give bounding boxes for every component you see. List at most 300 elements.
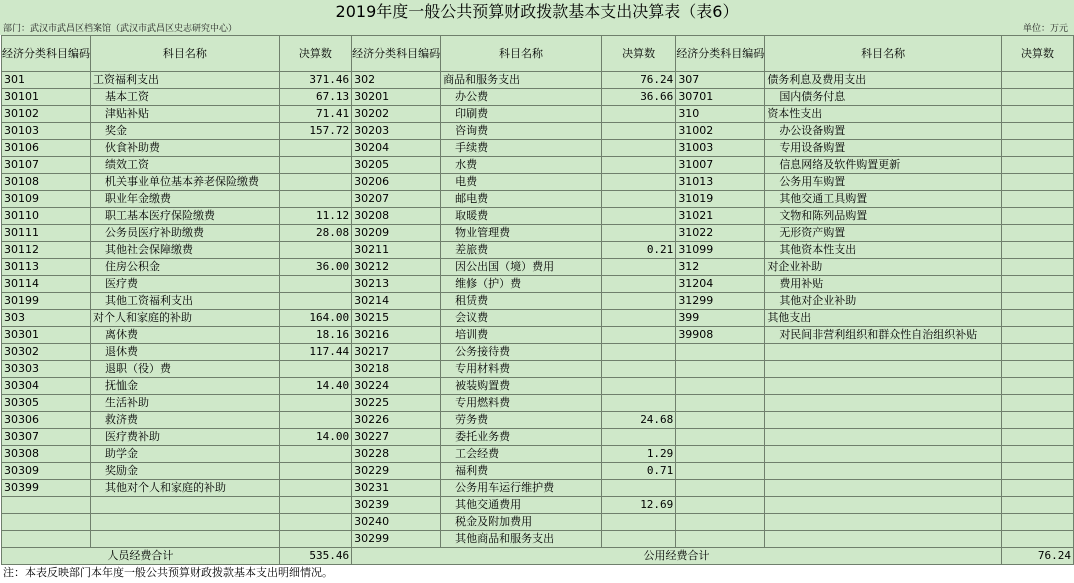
header-amount-2: 决算数 [601,36,675,72]
amount-cell [279,480,351,497]
personnel-total-label: 人员经费合计 [2,548,280,565]
code-cell: 399 [676,310,765,327]
item-name-cell: 抚恤金 [91,378,280,395]
amount-cell: 1.29 [601,446,675,463]
amount-cell [279,446,351,463]
amount-cell [601,378,675,395]
department-label: 部门：武汉市武昌区档案馆（武汉市武昌区史志研究中心） [0,23,803,35]
item-name-cell: 邮电费 [441,191,602,208]
item-name-cell: 助学金 [91,446,280,463]
amount-cell: 14.00 [279,429,351,446]
item-name-cell [765,429,1002,446]
code-cell: 31021 [676,208,765,225]
item-name-cell: 劳务费 [441,412,602,429]
item-name-cell: 委托业务费 [441,429,602,446]
header-name-3: 科目名称 [765,36,1002,72]
amount-cell [1001,412,1073,429]
item-name-cell: 文物和陈列品购置 [765,208,1002,225]
item-name-cell: 医疗费补助 [91,429,280,446]
item-name-cell: 无形资产购置 [765,225,1002,242]
code-cell: 30301 [2,327,91,344]
item-name-cell: 信息网络及软件购置更新 [765,157,1002,174]
table-row [2,259,1074,276]
code-cell: 30224 [352,378,441,395]
item-name-cell: 基本工资 [91,89,280,106]
item-name-cell: 医疗费 [91,276,280,293]
amount-cell [1001,242,1073,259]
code-cell: 301 [2,72,91,89]
code-cell: 30102 [2,106,91,123]
amount-cell [279,293,351,310]
code-cell [676,344,765,361]
amount-cell [1001,293,1073,310]
code-cell: 30216 [352,327,441,344]
table-row [2,157,1074,174]
item-name-cell [765,463,1002,480]
code-cell: 31019 [676,191,765,208]
item-name-cell: 债务利息及费用支出 [765,72,1002,89]
code-cell: 30114 [2,276,91,293]
item-name-cell: 公务接待费 [441,344,602,361]
amount-cell [1001,225,1073,242]
item-name-cell: 取暖费 [441,208,602,225]
item-name-cell: 福利费 [441,463,602,480]
item-name-cell: 维修（护）费 [441,276,602,293]
code-cell: 30399 [2,480,91,497]
amount-cell [279,174,351,191]
item-name-cell: 对民间非营利组织和群众性自治组织补贴 [765,327,1002,344]
table-row [2,208,1074,225]
table-row [2,191,1074,208]
amount-cell [601,208,675,225]
table-row [2,174,1074,191]
code-cell [676,361,765,378]
amount-cell [279,531,351,548]
table-row [2,225,1074,242]
code-cell: 31003 [676,140,765,157]
code-cell: 30217 [352,344,441,361]
item-name-cell [765,395,1002,412]
amount-cell: 164.00 [279,310,351,327]
header-row [2,36,1074,72]
amount-cell: 11.12 [279,208,351,225]
table-row [2,480,1074,497]
item-name-cell: 职工基本医疗保险缴费 [91,208,280,225]
item-name-cell: 其他资本性支出 [765,242,1002,259]
code-cell: 30306 [2,412,91,429]
code-cell: 30308 [2,446,91,463]
code-cell: 30199 [2,293,91,310]
amount-cell [601,123,675,140]
code-cell: 30299 [352,531,441,548]
item-name-cell: 差旅费 [441,242,602,259]
amount-cell [601,395,675,412]
code-cell: 39908 [676,327,765,344]
code-cell: 31299 [676,293,765,310]
amount-cell [1001,208,1073,225]
code-cell: 30103 [2,123,91,140]
header-name-1: 科目名称 [91,36,280,72]
code-cell: 30201 [352,89,441,106]
amount-cell [1001,174,1073,191]
amount-cell [601,514,675,531]
amount-cell [601,429,675,446]
code-cell: 30309 [2,463,91,480]
amount-cell [601,327,675,344]
item-name-cell: 工资福利支出 [91,72,280,89]
code-cell: 30110 [2,208,91,225]
code-cell: 30107 [2,157,91,174]
table-row [2,429,1074,446]
item-name-cell [765,480,1002,497]
code-cell: 30229 [352,463,441,480]
header-amount-1: 决算数 [279,36,351,72]
item-name-cell: 其他社会保障缴费 [91,242,280,259]
amount-cell: 28.08 [279,225,351,242]
amount-cell [601,344,675,361]
item-name-cell: 被装购置费 [441,378,602,395]
item-name-cell: 生活补助 [91,395,280,412]
code-cell: 30203 [352,123,441,140]
item-name-cell [765,531,1002,548]
item-name-cell [765,446,1002,463]
amount-cell [601,225,675,242]
header-code-3: 经济分类科目编码 [676,36,765,72]
code-cell: 30213 [352,276,441,293]
code-cell [676,395,765,412]
amount-cell: 0.21 [601,242,675,259]
code-cell: 30112 [2,242,91,259]
item-name-cell: 公务用车购置 [765,174,1002,191]
table-row [2,242,1074,259]
code-cell: 30205 [352,157,441,174]
amount-cell: 117.44 [279,344,351,361]
item-name-cell: 其他对个人和家庭的补助 [91,480,280,497]
code-cell [676,378,765,395]
item-name-cell: 专用材料费 [441,361,602,378]
amount-cell [1001,531,1073,548]
item-name-cell: 租赁费 [441,293,602,310]
item-name-cell: 津贴补贴 [91,106,280,123]
code-cell [2,531,91,548]
table-row [2,497,1074,514]
amount-cell [1001,89,1073,106]
item-name-cell: 办公费 [441,89,602,106]
table-row [2,276,1074,293]
amount-cell [1001,361,1073,378]
code-cell: 30101 [2,89,91,106]
amount-cell [1001,429,1073,446]
code-cell [676,463,765,480]
code-cell: 30206 [352,174,441,191]
code-cell: 30212 [352,259,441,276]
header-code-2: 经济分类科目编码 [352,36,441,72]
item-name-cell: 资本性支出 [765,106,1002,123]
expenditure-table [1,35,1074,565]
amount-cell: 0.71 [601,463,675,480]
item-name-cell [765,412,1002,429]
item-name-cell: 手续费 [441,140,602,157]
table-row [2,395,1074,412]
code-cell: 30209 [352,225,441,242]
amount-cell [1001,276,1073,293]
amount-cell [279,463,351,480]
code-cell: 31013 [676,174,765,191]
amount-cell [279,157,351,174]
code-cell: 30207 [352,191,441,208]
item-name-cell [91,514,280,531]
code-cell: 31022 [676,225,765,242]
item-name-cell: 工会经费 [441,446,602,463]
code-cell: 31099 [676,242,765,259]
amount-cell [279,140,351,157]
code-cell: 30113 [2,259,91,276]
amount-cell [601,140,675,157]
table-row [2,446,1074,463]
code-cell: 30111 [2,225,91,242]
table-row [2,72,1074,89]
code-cell: 30218 [352,361,441,378]
item-name-cell: 因公出国（境）费用 [441,259,602,276]
amount-cell: 371.46 [279,72,351,89]
table-row [2,463,1074,480]
amount-cell [601,310,675,327]
code-cell: 30202 [352,106,441,123]
amount-cell [601,276,675,293]
item-name-cell: 职业年金缴费 [91,191,280,208]
code-cell: 30208 [352,208,441,225]
item-name-cell: 办公设备购置 [765,123,1002,140]
item-name-cell [765,497,1002,514]
code-cell: 30106 [2,140,91,157]
table-row [2,412,1074,429]
table-title: 2019年度一般公共预算财政拨款基本支出决算表（表6） [0,0,1074,23]
code-cell: 31002 [676,123,765,140]
code-cell: 30307 [2,429,91,446]
item-name-cell [765,378,1002,395]
code-cell: 30215 [352,310,441,327]
item-name-cell [91,497,280,514]
amount-cell [601,174,675,191]
item-name-cell: 机关事业单位基本养老保险缴费 [91,174,280,191]
table-row [2,344,1074,361]
amount-cell [1001,191,1073,208]
code-cell: 31204 [676,276,765,293]
amount-cell: 24.68 [601,412,675,429]
item-name-cell: 电费 [441,174,602,191]
amount-cell [1001,378,1073,395]
code-cell: 30214 [352,293,441,310]
code-cell: 30228 [352,446,441,463]
item-name-cell: 住房公积金 [91,259,280,276]
amount-cell [279,497,351,514]
amount-cell: 12.69 [601,497,675,514]
table-row [2,310,1074,327]
item-name-cell: 退职（役）费 [91,361,280,378]
item-name-cell [765,344,1002,361]
amount-cell [1001,123,1073,140]
amount-cell [1001,157,1073,174]
code-cell [676,446,765,463]
item-name-cell: 专用设备购置 [765,140,1002,157]
amount-cell [601,191,675,208]
amount-cell [1001,310,1073,327]
table-row [2,106,1074,123]
code-cell: 310 [676,106,765,123]
public-total-label: 公用经费合计 [352,548,1002,565]
amount-cell [601,480,675,497]
amount-cell: 36.00 [279,259,351,276]
item-name-cell: 其他对企业补助 [765,293,1002,310]
item-name-cell: 绩效工资 [91,157,280,174]
code-cell: 30305 [2,395,91,412]
code-cell [676,514,765,531]
table-row [2,140,1074,157]
code-cell: 312 [676,259,765,276]
unit-label: 单位：万元 [798,23,1074,35]
amount-cell: 18.16 [279,327,351,344]
code-cell: 30239 [352,497,441,514]
item-name-cell: 税金及附加费用 [441,514,602,531]
code-cell [2,514,91,531]
amount-cell: 36.66 [601,89,675,106]
item-name-cell: 对个人和家庭的补助 [91,310,280,327]
item-name-cell: 离休费 [91,327,280,344]
amount-cell [279,395,351,412]
amount-cell [1001,72,1073,89]
item-name-cell: 国内债务付息 [765,89,1002,106]
amount-cell [1001,106,1073,123]
item-name-cell [765,514,1002,531]
amount-cell [1001,480,1073,497]
code-cell: 30701 [676,89,765,106]
item-name-cell: 其他工资福利支出 [91,293,280,310]
code-cell: 30225 [352,395,441,412]
header-name-2: 科目名称 [441,36,602,72]
code-cell: 30302 [2,344,91,361]
item-name-cell: 救济费 [91,412,280,429]
table-row [2,293,1074,310]
code-cell [676,429,765,446]
item-name-cell [91,531,280,548]
amount-cell [279,191,351,208]
code-cell: 30204 [352,140,441,157]
item-name-cell: 其他交通工具购置 [765,191,1002,208]
item-name-cell: 公务用车运行维护费 [441,480,602,497]
item-name-cell: 其他交通费用 [441,497,602,514]
amount-cell [279,412,351,429]
amount-cell [601,106,675,123]
amount-cell [279,242,351,259]
item-name-cell: 物业管理费 [441,225,602,242]
item-name-cell: 伙食补助费 [91,140,280,157]
code-cell: 30304 [2,378,91,395]
code-cell: 30227 [352,429,441,446]
table-body [2,36,1074,548]
item-name-cell: 公务员医疗补助缴费 [91,225,280,242]
code-cell [676,412,765,429]
code-cell: 307 [676,72,765,89]
amount-cell [1001,259,1073,276]
code-cell: 30231 [352,480,441,497]
table-row [2,378,1074,395]
amount-cell [601,259,675,276]
table-row [2,531,1074,548]
code-cell: 30108 [2,174,91,191]
code-cell: 30240 [352,514,441,531]
code-cell [676,531,765,548]
amount-cell [1001,463,1073,480]
personnel-total-amount: 535.46 [279,548,351,565]
item-name-cell: 奖励金 [91,463,280,480]
amount-cell [279,276,351,293]
amount-cell: 157.72 [279,123,351,140]
item-name-cell [765,361,1002,378]
header-amount-3: 决算数 [1001,36,1073,72]
item-name-cell: 咨询费 [441,123,602,140]
amount-cell [1001,514,1073,531]
code-cell [2,497,91,514]
table-row [2,361,1074,378]
amount-cell [1001,140,1073,157]
code-cell: 30303 [2,361,91,378]
item-name-cell: 其他商品和服务支出 [441,531,602,548]
footnote: 注：本表反映部门本年度一般公共预算财政拨款基本支出明细情况。 [3,566,333,579]
table-row [2,123,1074,140]
code-cell: 303 [2,310,91,327]
amount-cell [601,157,675,174]
header-code-1: 经济分类科目编码 [2,36,91,72]
item-name-cell: 会议费 [441,310,602,327]
amount-cell: 67.13 [279,89,351,106]
amount-cell [601,361,675,378]
amount-cell [1001,497,1073,514]
code-cell [676,497,765,514]
table-row [2,514,1074,531]
public-total-amount: 76.24 [1001,548,1073,565]
code-cell: 30211 [352,242,441,259]
amount-cell [1001,327,1073,344]
amount-cell [601,293,675,310]
item-name-cell: 商品和服务支出 [441,72,602,89]
item-name-cell: 奖金 [91,123,280,140]
amount-cell [1001,446,1073,463]
code-cell [676,480,765,497]
item-name-cell: 专用燃料费 [441,395,602,412]
amount-cell [1001,395,1073,412]
amount-cell: 14.40 [279,378,351,395]
amount-cell [279,361,351,378]
code-cell: 30226 [352,412,441,429]
code-cell: 302 [352,72,441,89]
item-name-cell: 费用补贴 [765,276,1002,293]
item-name-cell: 印刷费 [441,106,602,123]
amount-cell [1001,344,1073,361]
item-name-cell: 培训费 [441,327,602,344]
code-cell: 30109 [2,191,91,208]
totals-row [2,548,1074,565]
item-name-cell: 对企业补助 [765,259,1002,276]
item-name-cell: 退休费 [91,344,280,361]
code-cell: 31007 [676,157,765,174]
item-name-cell: 水费 [441,157,602,174]
amount-cell [601,531,675,548]
table-row [2,327,1074,344]
item-name-cell: 其他支出 [765,310,1002,327]
table-row [2,89,1074,106]
amount-cell [279,514,351,531]
amount-cell: 76.24 [601,72,675,89]
